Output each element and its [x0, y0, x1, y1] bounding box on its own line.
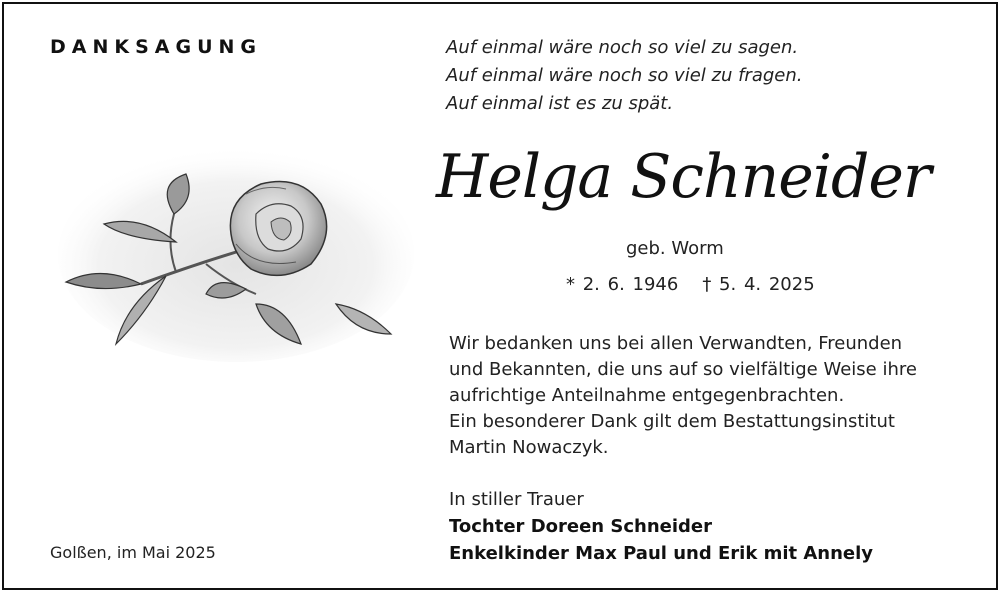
rose-illustration	[56, 144, 416, 364]
thanks-text	[449, 331, 917, 461]
life-dates	[566, 274, 815, 295]
maiden-name: geb. Worm	[626, 238, 724, 259]
mourner: Tochter Doreen Schneider	[449, 516, 712, 537]
mourning-intro: In stiller Trauer	[449, 489, 584, 510]
heading: DANKSAGUNG	[50, 36, 263, 58]
place-date: Golßen, im Mai 2025	[50, 543, 216, 562]
thanks-line: und Bekannten, die uns auf so vielfältige Weise ihre	[449, 359, 917, 380]
obituary-card	[2, 2, 998, 590]
birth-date: * 2. 6. 1946	[566, 274, 679, 295]
mourner: Enkelkinder Max Paul und Erik mit Annely	[449, 543, 874, 564]
thanks-line: Wir bedanken uns bei allen Verwandten, Freunden	[449, 333, 903, 354]
quote-line: Auf einmal ist es zu spät.	[446, 93, 674, 114]
quote-line: Auf einmal wäre noch so viel zu sagen.	[446, 37, 799, 58]
thanks-line: aufrichtige Anteilnahme entgegenbrachten.	[449, 385, 845, 406]
quote-line: Auf einmal wäre noch so viel zu fragen.	[446, 65, 803, 86]
death-date: † 5. 4. 2025	[702, 274, 815, 295]
mourners-block	[449, 486, 873, 567]
thanks-line: Ein besonderer Dank gilt dem Bestattungsinstitut	[449, 411, 895, 432]
quote	[446, 34, 802, 118]
deceased-name: Helga Schneider	[436, 142, 931, 212]
thanks-line: Martin Nowaczyk.	[449, 437, 609, 458]
